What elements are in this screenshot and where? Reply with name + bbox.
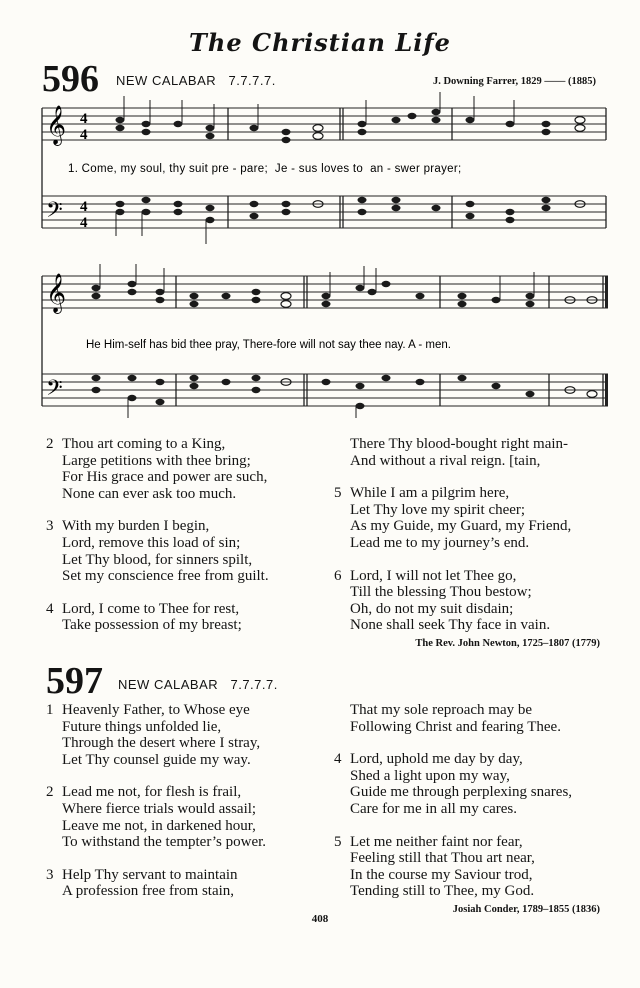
lyric-line-1: 1. Come, my soul, thy suit pre - pare; Je - sus loves to an - swer prayer; bbox=[68, 163, 462, 175]
svg-text:4: 4 bbox=[80, 111, 88, 127]
svg-text:𝄞: 𝄞 bbox=[46, 105, 67, 145]
tune-meter: 7.7.7.7. bbox=[228, 73, 276, 88]
stanza-line: Following Christ and fearing Thee. bbox=[350, 718, 561, 735]
stanza bbox=[334, 751, 572, 817]
stanza-line: Oh, do not my suit disdain; bbox=[350, 600, 514, 617]
stanza-number: 6 bbox=[334, 567, 342, 584]
hymn-597-tune bbox=[118, 677, 278, 692]
stanza-line: Guide me through perplexing snares, bbox=[350, 784, 573, 801]
stanza bbox=[46, 601, 242, 634]
tune-meter: 7.7.7.7. bbox=[230, 677, 278, 692]
stanza-line: None shall seek Thy face in vain. bbox=[350, 617, 551, 634]
stanza-line: Care for me in all my cares. bbox=[350, 800, 518, 817]
stanza-line: For His grace and power are such, bbox=[62, 469, 268, 486]
stanza bbox=[334, 485, 571, 551]
hymn-597-number: 597 bbox=[46, 660, 103, 702]
page-header: The Christian Life bbox=[189, 28, 451, 57]
hymn-596-author: The Rev. John Newton, 1725–1807 (1779) bbox=[415, 638, 600, 649]
stanza-line: Lead me to my journey’s end. bbox=[350, 534, 530, 551]
svg-text:4: 4 bbox=[80, 127, 88, 143]
svg-text:𝄢: 𝄢 bbox=[46, 376, 63, 406]
stanza-line: Let Thy love my spirit cheer; bbox=[350, 501, 526, 518]
stanza-line: None can ever ask too much. bbox=[62, 485, 237, 502]
stanza-line: Lord, I will not let Thee go, bbox=[350, 567, 517, 584]
stanza-line: Lord, uphold me day by day, bbox=[350, 751, 523, 768]
music-system-1 bbox=[0, 90, 640, 250]
stanza-line: To withstand the tempter’s power. bbox=[62, 834, 267, 851]
stanza-line: Heavenly Father, to Whose eye bbox=[62, 702, 250, 718]
page-number: 408 bbox=[311, 913, 329, 925]
stanza-line: Leave me not, in darkened hour, bbox=[62, 817, 256, 834]
stanza bbox=[46, 867, 238, 900]
svg-text:4: 4 bbox=[80, 215, 88, 231]
stanza-number: 4 bbox=[46, 600, 54, 617]
stanza bbox=[46, 784, 266, 850]
stanza bbox=[334, 702, 561, 735]
stanza-number: 4 bbox=[334, 751, 342, 768]
stanza-line: Large petitions with thee bring; bbox=[62, 452, 251, 469]
stanza-line: There Thy blood-bought right main- bbox=[350, 436, 569, 452]
stanza-line: Set my conscience free from guilt. bbox=[62, 568, 269, 585]
stanza-line: Future things unfolded lie, bbox=[62, 718, 222, 735]
svg-text:𝄞: 𝄞 bbox=[46, 273, 67, 313]
stanza-number: 5 bbox=[334, 485, 342, 502]
svg-text:𝄢: 𝄢 bbox=[46, 198, 63, 228]
stanza-line: Through the desert where I stray, bbox=[62, 735, 261, 752]
hymn-596-tune bbox=[116, 73, 276, 88]
lyric-line-2: He Him-self has bid thee pray, There-fore will not say thee nay. A - men. bbox=[86, 339, 451, 351]
stanza-line: Thou art coming to a King, bbox=[62, 436, 226, 452]
stanza bbox=[334, 834, 535, 900]
music-system-2 bbox=[0, 262, 640, 422]
stanza-line: With my burden I begin, bbox=[62, 518, 210, 535]
stanza-number: 2 bbox=[46, 436, 54, 452]
stanza-line: Help Thy servant to maintain bbox=[62, 866, 238, 883]
stanza-line: In the course my Saviour trod, bbox=[350, 866, 533, 883]
stanza-number: 1 bbox=[46, 702, 54, 718]
hymn-596-composer: J. Downing Farrer, 1829 —— (1885) bbox=[432, 76, 596, 87]
stanza-line: Let Thy counsel guide my way. bbox=[62, 751, 251, 768]
stanza-line: And without a rival reign. [tain, bbox=[350, 452, 541, 469]
tune-name: NEW CALABAR bbox=[118, 677, 219, 692]
stanza-line: Lord, I come to Thee for rest, bbox=[62, 600, 240, 617]
tune-name: NEW CALABAR bbox=[116, 73, 217, 88]
stanza-line: Take possession of my breast; bbox=[62, 617, 242, 634]
stanza bbox=[334, 568, 550, 634]
stanza-line: As my Guide, my Guard, my Friend, bbox=[350, 518, 572, 535]
stanza-line: Lead me not, for flesh is frail, bbox=[62, 784, 242, 801]
stanza-line: Where fierce trials would assail; bbox=[62, 800, 257, 817]
stanza-line: Let Thy blood, for sinners spilt, bbox=[62, 551, 253, 568]
stanza-line: While I am a pilgrim here, bbox=[350, 485, 510, 502]
hymn-596-number: 596 bbox=[42, 58, 99, 100]
stanza bbox=[46, 702, 260, 768]
stanza-line: That my sole reproach may be bbox=[350, 702, 533, 718]
stanza bbox=[46, 518, 269, 584]
hymn-597-author: Josiah Conder, 1789–1855 (1836) bbox=[452, 904, 600, 915]
stanza-number: 2 bbox=[46, 784, 54, 801]
stanza-line: Shed a light upon my way, bbox=[350, 767, 510, 784]
stanza bbox=[334, 436, 568, 469]
stanza-number: 3 bbox=[46, 518, 54, 535]
stanza bbox=[46, 436, 267, 502]
stanza-line: Lord, remove this load of sin; bbox=[62, 534, 241, 551]
stanza-number: 3 bbox=[46, 866, 54, 883]
svg-text:4: 4 bbox=[80, 199, 88, 215]
stanza-line: Feeling still that Thou art near, bbox=[350, 850, 535, 867]
stanza-line: Till the blessing Thou bestow; bbox=[350, 584, 532, 601]
stanza-number: 5 bbox=[334, 833, 342, 850]
stanza-line: Tending still to Thee, my God. bbox=[350, 883, 535, 900]
stanza-line: A profession free from stain, bbox=[62, 883, 235, 900]
stanza-line: Let me neither faint nor fear, bbox=[350, 833, 523, 850]
